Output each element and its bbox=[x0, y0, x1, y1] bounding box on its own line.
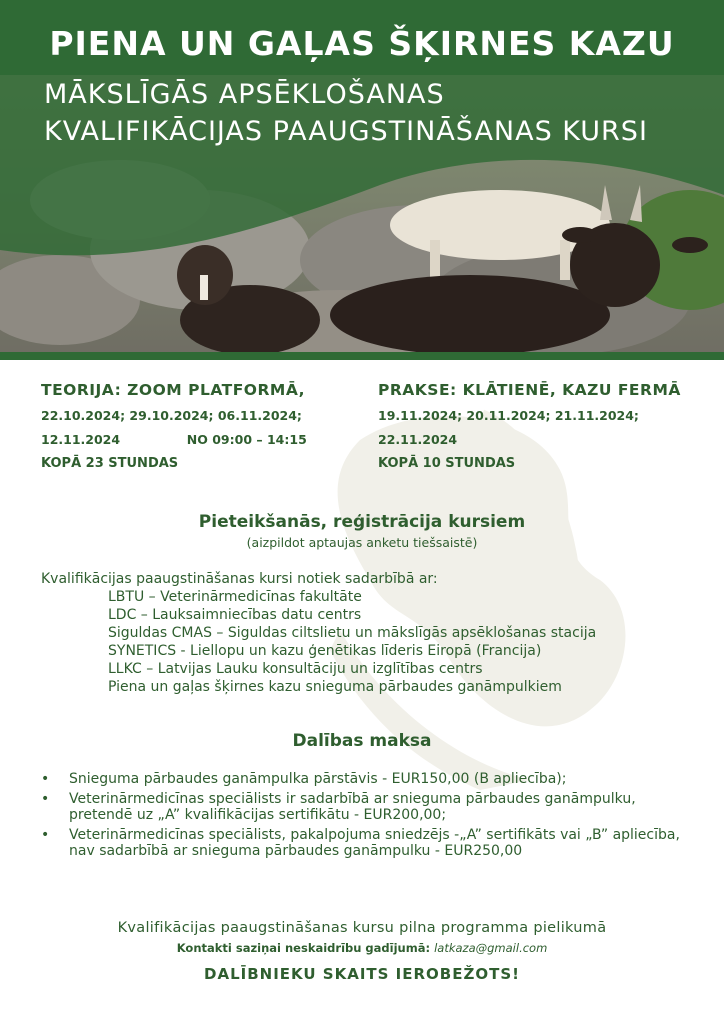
partner-item: LBTU – Veterinārmedicīnas fakultāte bbox=[108, 589, 362, 605]
fees-title: Dalības maksa bbox=[292, 731, 432, 751]
practice-section bbox=[378, 381, 681, 471]
partner-list bbox=[108, 588, 596, 696]
practice-heading: PRAKSE: KLĀTIENĒ, KAZU FERMĀ bbox=[378, 381, 681, 399]
subtitle-line-2: KVALIFIKĀCIJAS PAAUGSTINĀŠANAS KURSI bbox=[44, 116, 648, 147]
theory-dates-2: 12.11.2024 bbox=[41, 432, 121, 447]
fee-text: Veterinārmedicīnas speciālists ir sadarbībā ar snieguma pārbaudes ganāmpulku, pretendē uz „A” kvalifikācijas sertifikātu - EUR200,00; bbox=[69, 791, 636, 823]
fee-item bbox=[41, 827, 681, 859]
practice-dates-1: 19.11.2024; 20.11.2024; 21.11.2024; bbox=[378, 408, 639, 423]
partner-item: LDC – Lauksaimniecības datu centrs bbox=[108, 607, 362, 623]
fee-item bbox=[41, 771, 681, 787]
limited-notice: DALĪBNIEKU SKAITS IEROBEŽOTS! bbox=[204, 965, 520, 983]
partner-item: Piena un gaļas šķirnes kazu snieguma pārbaudes ganāmpulkiem bbox=[108, 679, 562, 695]
contacts-label: Kontakti saziņai neskaidrību gadījumā: bbox=[176, 941, 431, 955]
fee-list bbox=[41, 771, 681, 863]
hero-banner bbox=[0, 0, 724, 358]
partner-item: Siguldas CMAS – Siguldas ciltslietu un mākslīgās apsēklošanas stacija bbox=[108, 625, 597, 641]
bullet: • bbox=[41, 827, 50, 843]
fee-item bbox=[41, 791, 681, 823]
theory-section bbox=[41, 381, 307, 471]
practice-dates-2: 22.11.2024 bbox=[378, 432, 458, 447]
program-note: Kvalifikācijas paaugstināšanas kursu pilna programma pielikumā bbox=[117, 920, 607, 936]
subtitle-line-1: MĀKSLĪGĀS APSĒKLOŠANAS bbox=[44, 79, 445, 110]
theory-heading: TEORIJA: ZOOM PLATFORMĀ, bbox=[41, 381, 305, 399]
theory-dates-1: 22.10.2024; 29.10.2024; 06.11.2024; bbox=[41, 408, 302, 423]
divider-band bbox=[0, 352, 724, 360]
fee-text: Snieguma pārbaudes ganāmpulka pārstāvis - EUR150,00 (B apliecība); bbox=[69, 771, 567, 787]
bullet: • bbox=[41, 791, 50, 807]
practice-total: KOPĀ 10 STUNDAS bbox=[378, 456, 516, 471]
contacts-line bbox=[0, 941, 724, 955]
partner-item: LLKC – Latvijas Lauku konsultāciju un izglītības centrs bbox=[108, 661, 483, 677]
theory-dates-2-row bbox=[41, 432, 307, 447]
theory-time: NO 09:00 – 14:15 bbox=[186, 432, 307, 447]
registration-subtitle: (aizpildot aptaujas anketu tiešsaistē) bbox=[246, 535, 478, 550]
bullet: • bbox=[41, 771, 50, 787]
cooperation-intro: Kvalifikācijas paaugstināšanas kursi notiek sadarbībā ar: bbox=[41, 571, 438, 587]
registration-title: Pieteikšanās, reģistrācija kursiem bbox=[198, 512, 526, 532]
fee-text: Veterinārmedicīnas speciālists, pakalpojuma sniedzējs -„A” sertifikāts vai „B” apliecība, nav sadarbībā ar snieguma pārbaudes ganāmpulku - EUR250,00 bbox=[69, 827, 680, 859]
main-title: PIENA UN GAĻAS ŠĶIRNES KAZU bbox=[49, 24, 675, 63]
theory-total: KOPĀ 23 STUNDAS bbox=[41, 456, 179, 471]
contact-email-link[interactable]: latkaza@gmail.com bbox=[434, 941, 548, 955]
partner-item: SYNETICS - Liellopu un kazu ģenētikas līderis Eiropā (Francija) bbox=[108, 643, 542, 659]
